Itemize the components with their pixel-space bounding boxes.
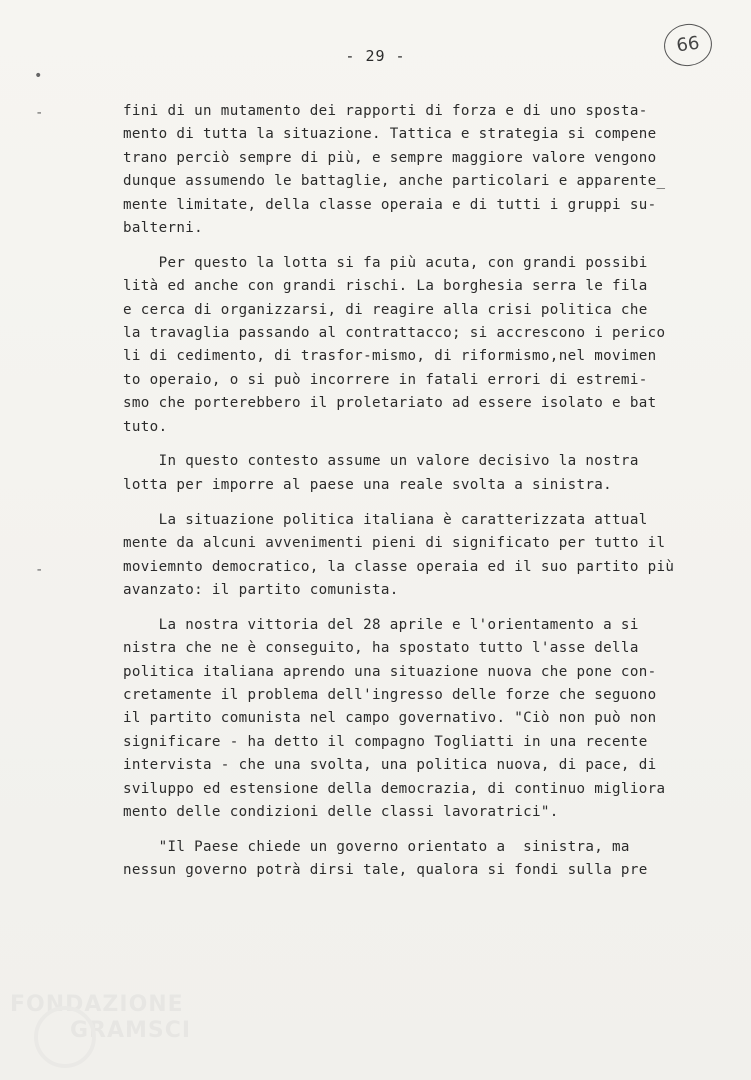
paragraph — [123, 614, 683, 825]
paragraph — [123, 100, 683, 240]
watermark-line2: GRAMSCI — [70, 1018, 192, 1043]
text-line: significare - ha detto il compagno Togliatti in una recente — [123, 733, 648, 750]
text-line: La situazione politica italiana è caratterizzata attual — [123, 511, 648, 528]
text-line: mento delle condizioni delle classi lavoratrici". — [123, 803, 559, 820]
text-line: trano perciò sempre di più, e sempre maggiore valore vengono — [123, 149, 657, 166]
text-line: dunque assumendo le battaglie, anche particolari e apparente_ — [123, 173, 666, 190]
archive-page-number: 66 — [661, 21, 714, 69]
text-line: to operaio, o si può incorrere in fatali errori di estremi- — [123, 371, 648, 388]
text-line: la travaglia passando al contrattacco; si accrescono i perico — [123, 325, 666, 342]
text-line: smo che porterebbero il proletariato ad essere isolato e bat — [123, 395, 657, 412]
paragraph-gap — [123, 240, 683, 252]
text-line: il partito comunista nel campo governativo. "Ciò non può non — [123, 710, 657, 727]
paragraph — [123, 252, 683, 439]
paragraph-gap — [123, 824, 683, 836]
watermark-line1: FONDAZIONE — [10, 992, 184, 1017]
text-line: nessun governo potrà dirsi tale, qualora si fondi sulla pre — [123, 862, 648, 879]
margin-dot: • — [34, 68, 43, 84]
paragraph — [123, 836, 683, 883]
text-line: lità ed anche con grandi rischi. La borghesia serra le fila — [123, 278, 648, 295]
text-line: moviemnto democratico, la classe operaia ed il suo partito più — [123, 558, 675, 575]
text-line: La nostra vittoria del 28 aprile e l'orientamento a si — [123, 616, 639, 633]
text-line: cretamente il problema dell'ingresso delle forze che seguono — [123, 686, 657, 703]
text-line: avanzato: il partito comunista. — [123, 581, 399, 598]
paragraph-gap — [123, 497, 683, 509]
margin-dash: - — [35, 105, 44, 121]
text-line: Per questo la lotta si fa più acuta, con grandi possibi — [123, 254, 648, 271]
text-line: fini di un mutamento dei rapporti di forza e di uno sposta- — [123, 103, 648, 119]
text-line: politica italiana aprendo una situazione nuova che pone con- — [123, 663, 657, 680]
text-line: tuto. — [123, 418, 168, 435]
text-line: e cerca di organizzarsi, di reagire alla crisi politica che — [123, 301, 648, 318]
paragraph — [123, 509, 683, 603]
page-number: - 29 - — [345, 47, 406, 65]
text-line: nistra che ne è conseguito, ha spostato tutto l'asse della — [123, 640, 639, 657]
text-line: mento di tutta la situazione. Tattica e strategia si compene — [123, 126, 657, 143]
text-line: li di cedimento, di trasfor-mismo, di riformismo,nel movimen — [123, 348, 657, 365]
watermark-logo — [10, 992, 190, 1072]
text-line: intervista - che una svolta, una politica nuova, di pace, di — [123, 757, 657, 774]
paragraph — [123, 450, 683, 497]
text-line: mente limitate, della classe operaia e di tutti i gruppi su- — [123, 196, 657, 213]
paragraph-gap — [123, 439, 683, 451]
text-line: "Il Paese chiede un governo orientato a sinistra, ma — [123, 838, 630, 855]
text-line: sviluppo ed estensione della democrazia, di continuo migliora — [123, 780, 666, 797]
text-line: balterni. — [123, 219, 204, 236]
text-line: In questo contesto assume un valore decisivo la nostra — [123, 453, 639, 470]
text-line: lotta per imporre al paese una reale svolta a sinistra. — [123, 476, 613, 493]
watermark-circle-icon — [34, 1006, 96, 1068]
typed-text-body — [123, 100, 683, 883]
margin-dash: - — [35, 562, 44, 578]
paragraph-gap — [123, 602, 683, 614]
text-line: mente da alcuni avvenimenti pieni di significato per tutto il — [123, 535, 666, 552]
